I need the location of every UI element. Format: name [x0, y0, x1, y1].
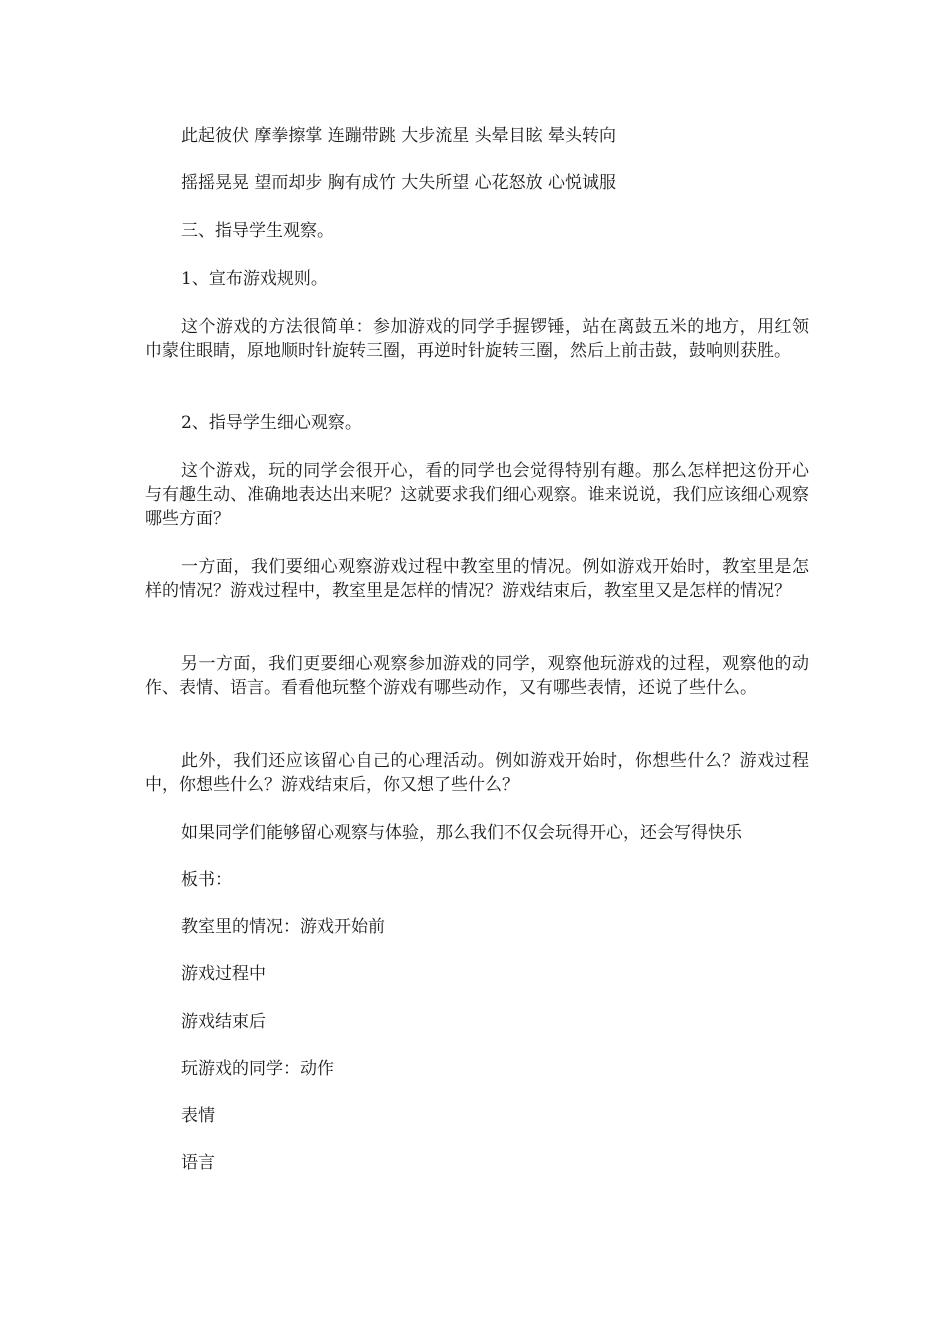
blackboard-after-line: 游戏结束后 — [181, 1012, 266, 1032]
blackboard-classroom-line: 教室里的情况：游戏开始前 — [181, 917, 385, 937]
blackboard-language-line: 语言 — [181, 1153, 215, 1173]
conclusion-line: 如果同学们能够留心观察与体验，那么我们不仅会玩得开心，还会写得快乐 — [181, 823, 742, 843]
game-rules-paragraph: 这个游戏的方法很简单：参加游戏的同学手握锣锤，站在离鼓五米的地方，用红领巾蒙住眼睛，原地顺时针旋转三圈，再逆时针旋转三圈，然后上前击鼓，鼓响则获胜。 — [145, 317, 809, 361]
classroom-observation-paragraph: 一方面，我们要细心观察游戏过程中教室里的情况。例如游戏开始时，教室里是怎样的情况？游戏过程中，教室里是怎样的情况？游戏结束后，教室里又是怎样的情况？ — [145, 557, 809, 601]
player-observation-paragraph: 另一方面，我们更要细心观察参加游戏的同学，观察他玩游戏的过程，观察他的动作、表情、语言。看看他玩整个游戏有哪些动作，又有哪些表情，还说了些什么。 — [145, 654, 809, 698]
blackboard-player-line: 玩游戏的同学：动作 — [181, 1059, 334, 1079]
item-2-heading: 2、指导学生细心观察。 — [181, 413, 362, 433]
idiom-row-1: 此起彼伏 摩拳擦掌 连蹦带跳 大步流星 头晕目眩 晕头转向 — [181, 126, 617, 146]
section-3-heading: 三、指导学生观察。 — [181, 221, 334, 241]
blackboard-title: 板书： — [181, 870, 232, 890]
blackboard-during-line: 游戏过程中 — [181, 964, 266, 984]
self-reflection-paragraph: 此外，我们还应该留心自己的心理活动。例如游戏开始时，你想些什么？游戏过程中，你想些什么？游戏结束后，你又想了些什么？ — [145, 751, 809, 795]
idiom-row-2: 摇摇晃晃 望而却步 胸有成竹 大失所望 心花怒放 心悦诚服 — [181, 173, 617, 193]
item-1-heading: 1、宣布游戏规则。 — [181, 269, 328, 289]
blackboard-expression-line: 表情 — [181, 1106, 215, 1126]
intro-paragraph: 这个游戏，玩的同学会很开心，看的同学也会觉得特别有趣。那么怎样把这份开心与有趣生动、准确地表达出来呢？这就要求我们细心观察。谁来说说，我们应该细心观察哪些方面？ — [145, 461, 809, 529]
